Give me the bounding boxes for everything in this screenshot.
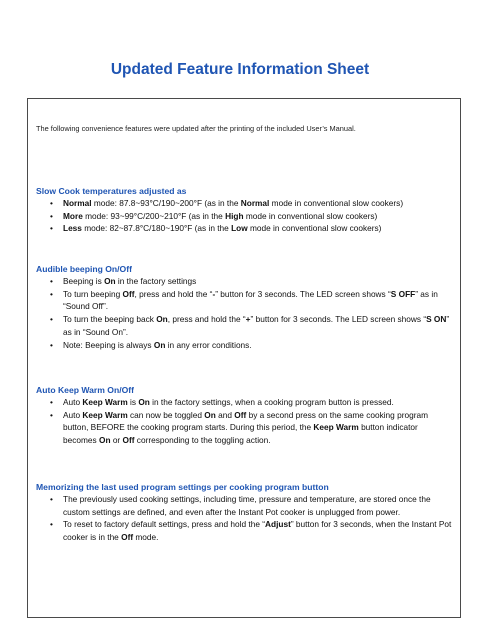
bullet-item xyxy=(36,313,452,338)
bullet-item xyxy=(36,339,452,352)
bullet-item xyxy=(36,210,452,223)
bullet-text: S ON xyxy=(426,314,447,325)
bullet-text: mode: 82~87.8°C/180~190°F (as in the xyxy=(81,223,232,234)
bullet-text: mode in conventional slow cookers) xyxy=(247,223,382,234)
bullet-text: Normal xyxy=(63,198,92,208)
bullet-text: On xyxy=(104,276,116,286)
bullet-icon: • xyxy=(50,409,53,420)
bullet-text: Less xyxy=(63,223,82,234)
bullet-text: Keep Warm xyxy=(82,397,128,407)
bullet-text: The previously used cooking settings, including time, pressure and temperature, are stored once the custom settings are defined, and even after the Instant Pot cooker is unplugged from power. xyxy=(63,494,431,517)
bullet-text: Adjust xyxy=(265,519,291,530)
bullet-text: ” button for 3 seconds, when the Instant Pot cooker is in the xyxy=(63,519,452,543)
bullet-icon: • xyxy=(50,288,53,299)
bullet-text: Off xyxy=(122,288,135,299)
section-memorizing-settings xyxy=(36,482,452,544)
intro-text: The following convenience features were updated after the printing of the included User’s Manual. xyxy=(36,124,356,133)
bullet-icon: • xyxy=(50,494,53,504)
section-slow-cook xyxy=(36,186,452,235)
bullet-text: , press and hold the “ xyxy=(167,314,246,325)
bullet-text: is xyxy=(127,397,139,407)
bullet-text: To turn the beeping back xyxy=(63,314,157,325)
bullet-text: ” as in “Sound On”. xyxy=(63,314,450,337)
bullet-icon: • xyxy=(50,397,53,407)
bullet-text: More xyxy=(63,210,83,221)
bullet-text: Normal xyxy=(240,198,270,208)
bullet-icon: • xyxy=(50,519,53,530)
bullet-text: S OFF xyxy=(390,288,416,299)
bullet-text: On xyxy=(204,409,216,420)
bullet-text: and xyxy=(215,409,235,420)
bullet-item xyxy=(36,396,452,409)
bullet-text: can now be toggled xyxy=(127,409,205,420)
bullet-icon: • xyxy=(50,339,53,350)
bullet-text: in the factory settings xyxy=(115,276,197,286)
bullet-item xyxy=(36,493,452,518)
bullet-text: by a second press on the same cooking program button, BEFORE the cooking program starts. During this period, the xyxy=(63,409,428,433)
bullet-text: Auto xyxy=(63,397,83,407)
bullet-text: On xyxy=(98,435,111,446)
bullet-text: mode in conventional slow cookers) xyxy=(243,210,378,221)
section-heading: Slow Cook temperatures adjusted as xyxy=(36,186,187,196)
bullet-text: On xyxy=(153,339,166,350)
bullet-icon: • xyxy=(50,210,53,221)
bullet-text: ” button for 3 seconds. The LED screen shows “ xyxy=(215,288,391,299)
bullet-item xyxy=(36,288,452,313)
section-auto-keep-warm xyxy=(36,385,452,447)
bullet-text: Keep Warm xyxy=(82,409,128,420)
bullet-text: , press and hold the “ xyxy=(134,288,213,299)
bullet-text: button indicator becomes xyxy=(63,422,418,446)
bullet-list xyxy=(36,275,452,351)
section-heading: Memorizing the last used program settings per cooking program button xyxy=(36,482,329,492)
bullet-text: in the factory settings, when a cooking program button is pressed. xyxy=(149,397,394,407)
bullet-text: On xyxy=(156,314,168,325)
bullet-item xyxy=(36,275,452,288)
bullet-text: Keep Warm xyxy=(313,422,359,433)
bullet-list xyxy=(36,197,452,235)
bullet-icon: • xyxy=(50,198,53,208)
bullet-icon: • xyxy=(50,276,53,286)
bullet-text: To turn beeping xyxy=(63,288,123,299)
bullet-text: Note: Beeping is always xyxy=(63,339,154,350)
bullet-icon: • xyxy=(50,223,53,234)
bullet-text: + xyxy=(245,314,251,325)
bullet-text: Auto xyxy=(63,409,83,420)
page-title: Updated Feature Information Sheet xyxy=(110,61,370,78)
bullet-text: mode: 87.8~93°C/190~200°F (as in the xyxy=(91,198,241,208)
bullet-text: or xyxy=(110,435,123,446)
bullet-text: Off xyxy=(122,435,135,446)
bullet-text: Off xyxy=(121,532,134,543)
bullet-item xyxy=(36,518,452,543)
bullet-text: Low xyxy=(231,223,248,234)
bullet-item xyxy=(36,197,452,210)
section-heading: Auto Keep Warm On/Off xyxy=(36,385,135,395)
bullet-text: Beeping is xyxy=(63,276,105,286)
bullet-icon: • xyxy=(50,314,53,325)
bullet-item xyxy=(36,222,452,235)
bullet-text: mode. xyxy=(133,532,159,543)
bullet-text: On xyxy=(138,397,150,407)
bullet-list xyxy=(36,493,452,544)
bullet-text: ” as in “Sound Off”. xyxy=(63,288,438,312)
bullet-text: - xyxy=(212,288,216,299)
bullet-item xyxy=(36,409,452,447)
bullet-text: in any error conditions. xyxy=(165,339,252,350)
section-heading: Audible beeping On/Off xyxy=(36,264,132,274)
bullet-text: Off xyxy=(234,409,247,420)
bullet-text: corresponding to the toggling action. xyxy=(134,435,271,446)
section-audible-beeping xyxy=(36,264,452,351)
bullet-text: To reset to factory default settings, press and hold the “ xyxy=(63,519,266,530)
bullet-text: ” button for 3 seconds. The LED screen shows “ xyxy=(250,314,427,325)
bullet-text: High xyxy=(225,210,244,221)
bullet-list xyxy=(36,396,452,447)
bullet-text: mode in conventional slow cookers) xyxy=(269,198,404,208)
bullet-text: mode: 93~99°C/200~210°F (as in the xyxy=(82,210,226,221)
